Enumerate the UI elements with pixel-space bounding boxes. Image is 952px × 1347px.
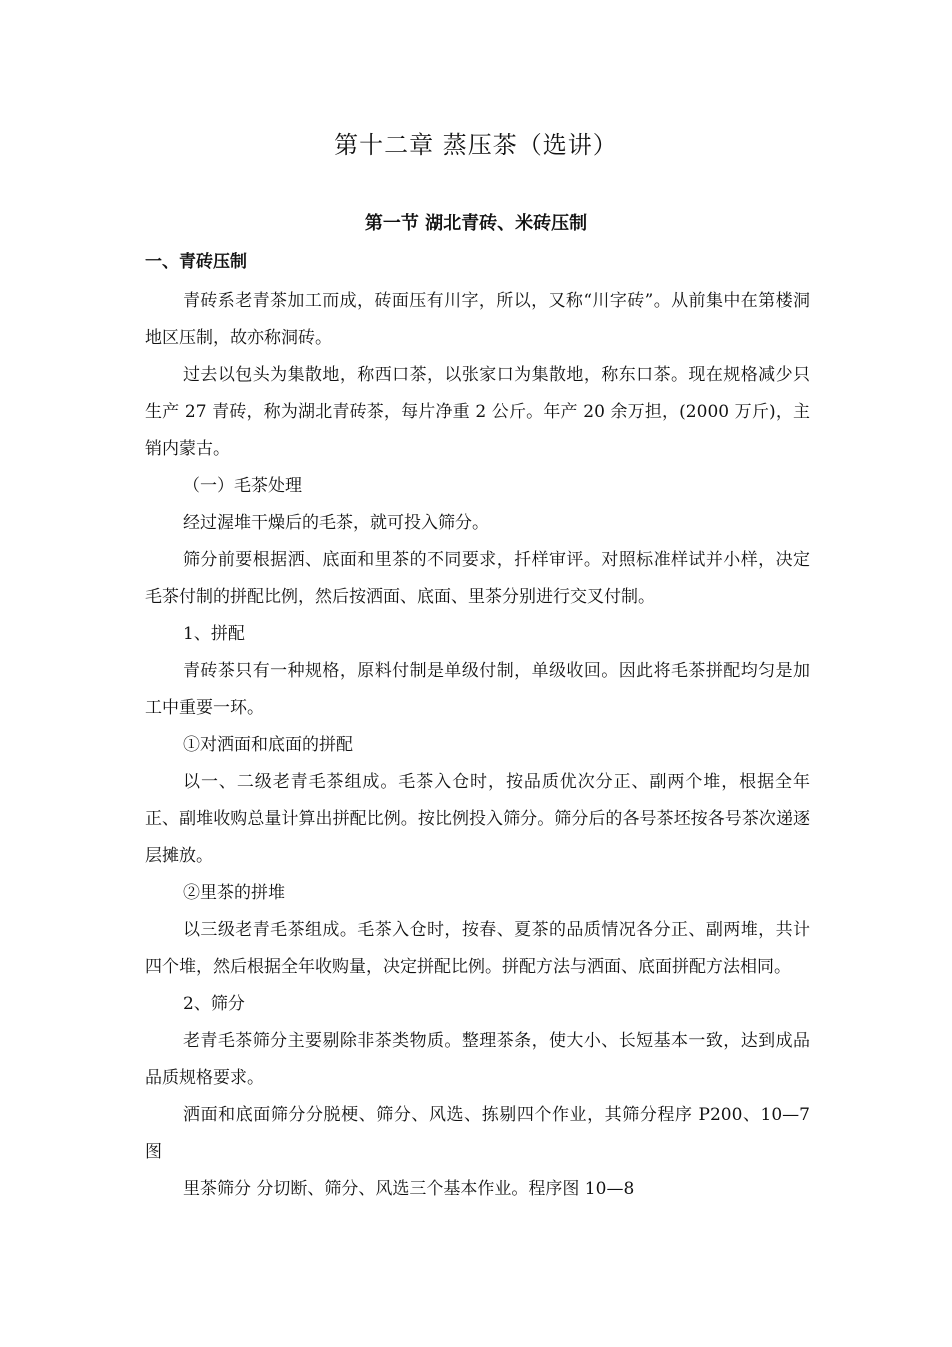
paragraph: 里茶筛分 分切断、筛分、风选三个基本作业。程序图 10—8	[183, 1179, 635, 1199]
body-text	[145, 283, 810, 1208]
paragraph: 以三级老青毛茶组成。毛茶入仓时，按春、夏茶的品质情况各分正、副两堆，共计四个堆，然后根据全年收购量，决定拼配比例。拼配方法与洒面、底面拼配方法相同。	[145, 920, 810, 977]
list-heading: 1、拼配	[183, 624, 245, 644]
paragraph: 洒面和底面筛分分脱梗、筛分、风选、拣剔四个作业，其筛分程序 P200、10—7 图	[145, 1105, 810, 1162]
paragraph: 青砖茶只有一种规格，原料付制是单级付制，单级收回。因此将毛茶拼配均匀是加工中重要一环。	[145, 661, 810, 718]
section-title: 第一节 湖北青砖、米砖压制	[364, 213, 588, 234]
paragraph: 青砖系老青茶加工而成，砖面压有川字，所以，又称“川字砖”。从前集中在第楼洞地区压制，故亦称洞砖。	[145, 291, 810, 348]
list-heading: ②里茶的拼堆	[183, 883, 285, 903]
subsection-heading: 一、青砖压制	[145, 252, 247, 272]
paragraph: 以一、二级老青毛茶组成。毛茶入仓时，按品质优次分正、副两个堆，根据全年正、副堆收购总量计算出拼配比例。按比例投入筛分。筛分后的各号茶坯按各号茶次递逐层摊放。	[145, 772, 810, 866]
paragraph: 经过渥堆干燥后的毛茶，就可投入筛分。	[183, 513, 489, 533]
paragraph: 筛分前要根据洒、底面和里茶的不同要求，扦样审评。对照标准样试并小样，决定毛茶付制的拼配比例，然后按洒面、底面、里茶分别进行交叉付制。	[145, 550, 810, 607]
paragraph: 老青毛茶筛分主要剔除非茶类物质。整理茶条，使大小、长短基本一致，达到成品品质规格要求。	[145, 1031, 810, 1088]
list-heading: ①对洒面和底面的拼配	[183, 735, 353, 755]
list-heading: 2、筛分	[183, 994, 245, 1014]
list-heading: （一）毛茶处理	[183, 476, 302, 496]
paragraph: 过去以包头为集散地，称西口茶，以张家口为集散地，称东口茶。现在规格减少只生产 27 青砖，称为湖北青砖茶，每片净重 2 公斤。年产 20 余万担，(2000 万斤)，主销内蒙古。	[145, 365, 810, 459]
chapter-title: 第十二章 蒸压茶（选讲）	[334, 131, 618, 159]
